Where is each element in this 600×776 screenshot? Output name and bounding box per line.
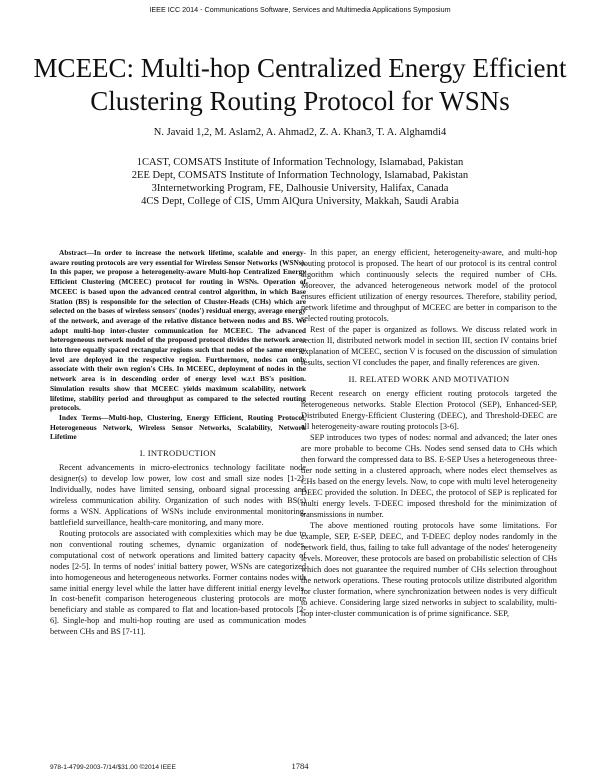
conference-header: IEEE ICC 2014 - Communications Software, Services and Multimedia Applications Symposium	[149, 5, 451, 14]
right-column	[301, 248, 557, 619]
affiliation-list	[0, 156, 600, 208]
index-terms: Index Terms—Multi-hop, Clustering, Energy Efficient, Routing Protocol, Heterogeneous Network, Wireless Sensor Networks, Scalability, Network Lifetime	[50, 412, 306, 442]
left-column	[50, 248, 306, 638]
page-number: 1784	[291, 761, 309, 771]
affiliation-4: 4CS Dept, College of CIS, Umm AlQura University, Makkah, Saudi Arabia	[141, 196, 459, 207]
paper-title	[20, 52, 580, 118]
intro-paragraph-4: Rest of the paper is organized as follows. We discuss related work in section II, distributed network model in section III, section IV contains brief explanation of MCEEC, section V is focused on the discussion of simulation results, section VI concludes the paper, and finally references are given.	[301, 324, 557, 367]
title-line-1: MCEEC: Multi-hop Centralized Energy Efficient	[33, 53, 567, 83]
abstract-block	[50, 248, 306, 442]
intro-paragraph-2: Routing protocols are associated with complexities which may be due to non conventional routing schemes, dynamic organization of nodes, computational cost of network operations and limited battery capacity of nodes [2-5]. In terms of nodes' initial battery power, WSNs are categorized into homogeneous and heterogeneous networks. Former contains nodes with same initial energy level while the latter have different initial energy levels. In cost-benefit comparison heterogeneous clustering protocols are more beneficiary and stable as compared to flat and location-based protocols [2-6]. Single-hop and multi-hop routing are used as communication modes between CHs and BS [7-11].	[50, 528, 306, 637]
affiliation-3: 3Internetworking Program, FE, Dalhousie University, Halifax, Canada	[151, 183, 449, 194]
author-list: N. Javaid 1,2, M. Aslam2, A. Ahmad2, Z. A. Khan3, T. A. Alghamdi4	[153, 127, 447, 138]
related-paragraph-1: Recent research on energy efficient routing protocols targeted the heterogeneous networks. Stable Election Protocol (SEP), Enhanced-SEP, Distributed Energy-Efficient Clustering (DEEC), and Threshold-DEEC are all heterogeneity-aware routing protocols [3-6].	[301, 389, 557, 432]
intro-paragraph-3: In this paper, an energy efficient, heterogeneity-aware, and multi-hop routing protocol is proposed. The heart of our protocol is its central control algorithm which continuously selects the required number of CHs. Moreover, the advanced heterogeneous network model of the protocol ensures efficient utilization of energy resources. Therefore, stability period, network lifetime and throughput of MCEEC are better in comparison to the selected routing protocols.	[301, 248, 557, 323]
intro-paragraph-1: Recent advancements in micro-electronics technology facilitate node designer(s) to develop low power, low cost and small size nodes [1-2]. Individually, nodes have limited sensing, onboard signal processing and wireless communication ability. Organization of such nodes with BS(s) forms a WSN. Applications of WSNs include environmental monitoring, battlefield surveillance, health-care monitoring, and many more.	[50, 463, 306, 527]
affiliation-1: 1CAST, COMSATS Institute of Information Technology, Islamabad, Pakistan	[136, 157, 464, 168]
copyright-footer: 978-1-4799-2003-7/14/$31.00 ©2014 IEEE	[50, 764, 176, 771]
related-paragraph-3: The above mentioned routing protocols have some limitations. For example, SEP, E-SEP, DEEC, and T-DEEC deploy nodes randomly in the network field, thus, failing to take full advantage of the nodes' heterogeneity levels. Moreover, these protocols are based on probabilistic selection of CHs which does not guarantee the required number of CHs selection throughout the network operations. These routing protocols utilize distributed algorithm for cluster formation, where synchronization between nodes is very difficult to achieve. Considering large sized networks in subject to scalability, multi-hop inter-cluster communication is of prime significance. SEP,	[301, 520, 557, 618]
section-heading-introduction: I. INTRODUCTION	[139, 448, 217, 459]
abstract-text: Abstract—In order to increase the network lifetime, scalable and energy-aware routing protocols are very essential for Wireless Sensor Networks (WSNs). In this paper, we propose a heterogeneity-aware Multi-hop Centralized Energy Efficient Clustering (MCEEC) protocol for routing in WSNs. Operation of MCEEC is based upon the advanced central control algorithm, in which Base Station (BS) is responsible for the selection of Cluster-Heads (CHs) which are selected on the bases of wireless sensors' (nodes') residual energy, average energy of the network, and average of the relative distance between nodes and BS. We adopt multi-hop inter-cluster communication for MCEEC. The advanced heterogeneous network model of the proposed protocol divides the network area into three equally spaced rectangular regions such that nodes of the same energy level are deployed in the respective region. Furthermore, nodes can only associate with their own region's CHs. In MCEEC, deployment of nodes in the network area is in descending order of energy level w.r.t BS's position. Simulation results show that MCEEC yields maximum scalability, network lifetime, stability period and throughput as compared to the selected routing protocols.	[50, 248, 306, 413]
title-line-2: Clustering Routing Protocol for WSNs	[90, 86, 510, 116]
related-paragraph-2: SEP introduces two types of nodes: normal and advanced; the later ones are more probable to become CHs. Nodes send sensed data to CHs which then forward the compressed data to BS. E-SEP Uses a heterogeneous three-tier node setting in a clustered approach, where nodes elect themselves as CHs based on the energy levels. Now, to cope with multi level heterogeneity DEEC provided the solution. In DEEC, the protocol of SEP is replicated for multi energy levels. T-DEEC imposed threshold for the minimization of transmissions in number.	[301, 433, 557, 519]
affiliation-2: 2EE Dept, COMSATS Institute of Information Technology, Islamabad, Pakistan	[131, 170, 469, 181]
section-heading-related-work: II. RELATED WORK AND MOTIVATION	[348, 374, 510, 385]
